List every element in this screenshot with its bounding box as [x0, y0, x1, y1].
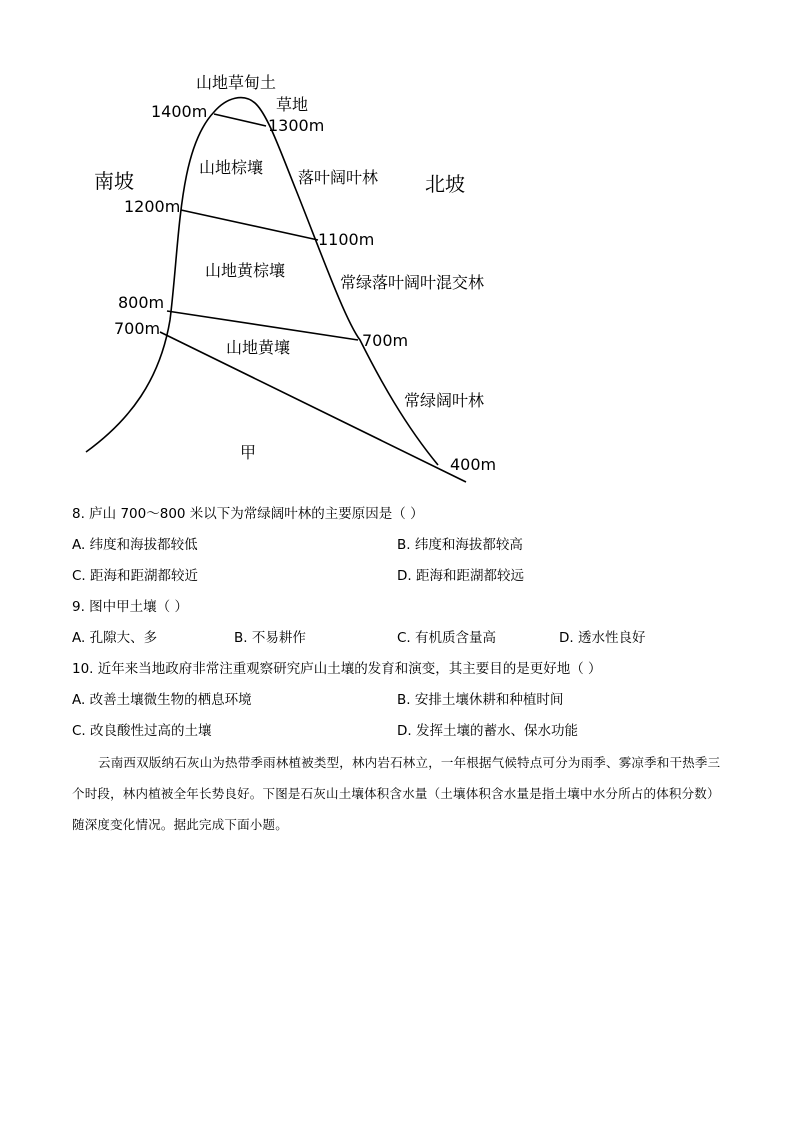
label-south-800: 800m [118, 293, 165, 312]
boundary-1400-1300 [214, 114, 266, 126]
label-summit-soil: 山地草甸土 [196, 73, 277, 92]
question-8-stem: 8. 庐山 700～800 米以下为常绿阔叶林的主要原因是（ ） [72, 506, 424, 522]
question-9-option-a[interactable]: A. 孔隙大、多 [72, 630, 158, 646]
reading-passage-text: 云南西双版纳石灰山为热带季雨林植被类型，林内岩石林立，一年根据气候特点可分为雨季、雾凉季和干热季三个时段，林内植被全年长势良好。下图是石灰山土壤体积含水量（土壤体积含水量是指土壤中水分所占的体积分数）随深度变化情况。据此完成下面小题。 [72, 755, 721, 832]
label-deciduous-forest: 落叶阔叶林 [298, 168, 379, 187]
question-10-option-c[interactable]: C. 改良酸性过高的土壤 [72, 723, 212, 739]
label-north-400: 400m [450, 455, 497, 474]
label-north-700: 700m [362, 331, 409, 350]
label-north-slope: 北坡 [425, 172, 465, 196]
question-9-option-b[interactable]: B. 不易耕作 [234, 630, 306, 646]
label-mixed-forest: 常绿落叶阔叶混交林 [340, 273, 485, 292]
label-north-1100: 1100m [318, 230, 375, 249]
label-brown-soil: 山地棕壤 [199, 158, 264, 177]
question-10-option-d[interactable]: D. 发挥土壤的蓄水、保水功能 [397, 723, 578, 739]
label-north-1300: 1300m [268, 116, 325, 135]
boundary-1200-1100 [181, 210, 318, 240]
question-8-option-a[interactable]: A. 纬度和海拔都较低 [72, 537, 198, 553]
label-south-1200: 1200m [124, 197, 181, 216]
label-south-700: 700m [114, 319, 161, 338]
question-9-option-d[interactable]: D. 透水性良好 [559, 630, 646, 646]
label-jia: 甲 [240, 443, 257, 462]
label-south-1400: 1400m [151, 102, 208, 121]
mountain-profile-diagram [0, 0, 794, 500]
question-10-option-a[interactable]: A. 改善土壤微生物的栖息环境 [72, 692, 252, 708]
question-8-option-c[interactable]: C. 距海和距湖都较近 [72, 568, 199, 584]
label-grass: 草地 [276, 95, 309, 114]
boundary-800-700 [167, 311, 358, 340]
question-10-option-b[interactable]: B. 安排土壤休耕和种植时间 [397, 692, 564, 708]
reading-passage [72, 747, 722, 840]
label-yellow-soil: 山地黄壤 [226, 338, 291, 357]
question-9-option-c[interactable]: C. 有机质含量高 [397, 630, 497, 646]
question-8-option-b[interactable]: B. 纬度和海拔都较高 [397, 537, 523, 553]
question-8-option-d[interactable]: D. 距海和距湖都较远 [397, 568, 524, 584]
label-south-slope: 南坡 [94, 169, 134, 193]
question-9-stem: 9. 图中甲土壤（ ） [72, 599, 188, 615]
label-evergreen-forest: 常绿阔叶林 [404, 391, 485, 410]
question-10-stem: 10. 近年来当地政府非常注重观察研究庐山土壤的发育和演变，其主要目的是更好地（ ） [72, 661, 602, 677]
label-yellow-brown-soil: 山地黄棕壤 [205, 261, 286, 280]
